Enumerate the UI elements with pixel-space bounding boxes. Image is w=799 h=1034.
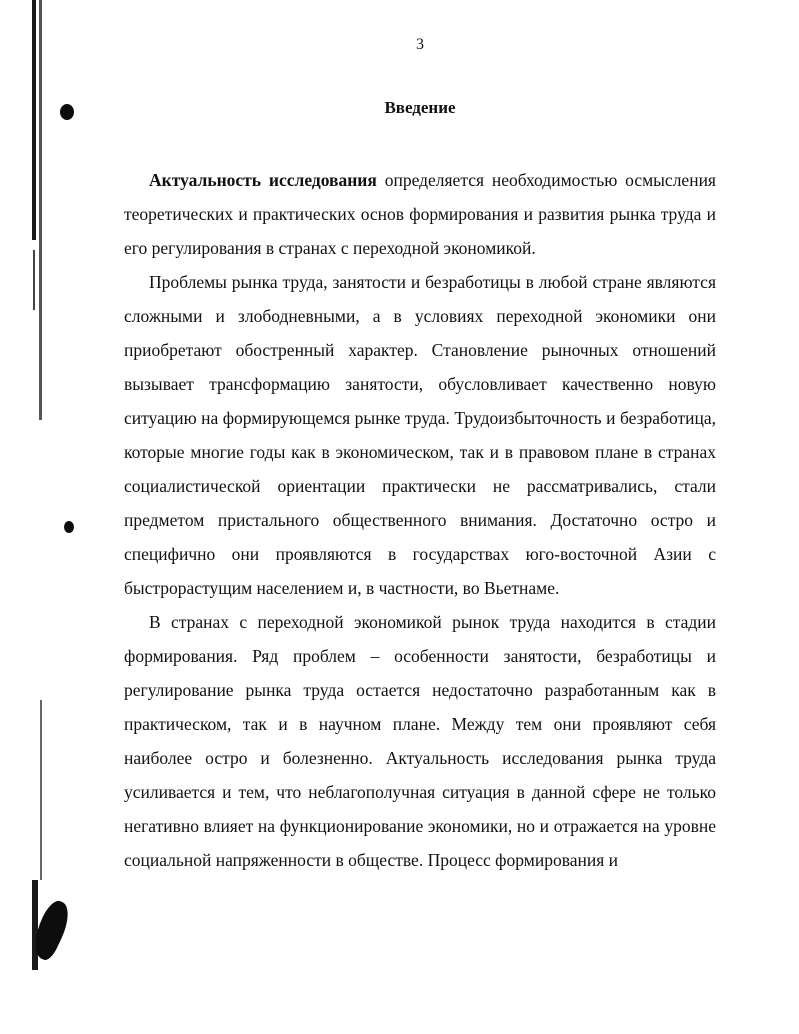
- paragraph: [124, 265, 716, 605]
- scan-edge-artifact: [30, 0, 48, 1034]
- paragraph-text: определяется необходимостью осмысления теоретических и практических основ формирования и развития рынка труда и его регулирования в странах с переходной экономикой.: [124, 170, 716, 258]
- paragraph-lead: Актуальность исследования: [149, 170, 377, 190]
- hole-punch-mark: [64, 521, 74, 533]
- section-title: Введение: [384, 98, 456, 117]
- paragraph: [124, 605, 716, 877]
- page-number: 3: [416, 36, 424, 53]
- paragraph-text: В странах с переходной экономикой рынок труда находится в стадии формирования. Ряд проблем – особенности занятости, безработицы и регулирование рынка труда остается недостаточно разработанным как в практическом, так и в научном плане. Между тем они проявляют себя наиболее остро и болезненно. Актуальность исследования рынка труда усиливается и тем, что неблагополучная ситуация в данной сфере не только негативно влияет на функционирование экономики, но и отражается на уровне социальной напряженности в обществе. Процесс формирования и: [124, 612, 716, 870]
- paragraph-text: Проблемы рынка труда, занятости и безработицы в любой стране являются сложными и злободневными, а в условиях переходной экономики они приобретают обостренный характер. Становление рыночных отношений вызывает трансформацию занятости, обусловливает качественно новую ситуацию на формирующемся рынке труда. Трудоизбыточность и безработица, которые многие годы как в экономическом, так и в правовом плане в странах социалистической ориентации практически не рассматривались, стали предметом пристального общественного внимания. Достаточно остро и специфично они проявляются в государствах юго-восточной Азии с быстрорастущим населением и, в частности, во Вьетнаме.: [124, 272, 716, 598]
- paragraph: [124, 163, 716, 265]
- body-text: [124, 163, 716, 877]
